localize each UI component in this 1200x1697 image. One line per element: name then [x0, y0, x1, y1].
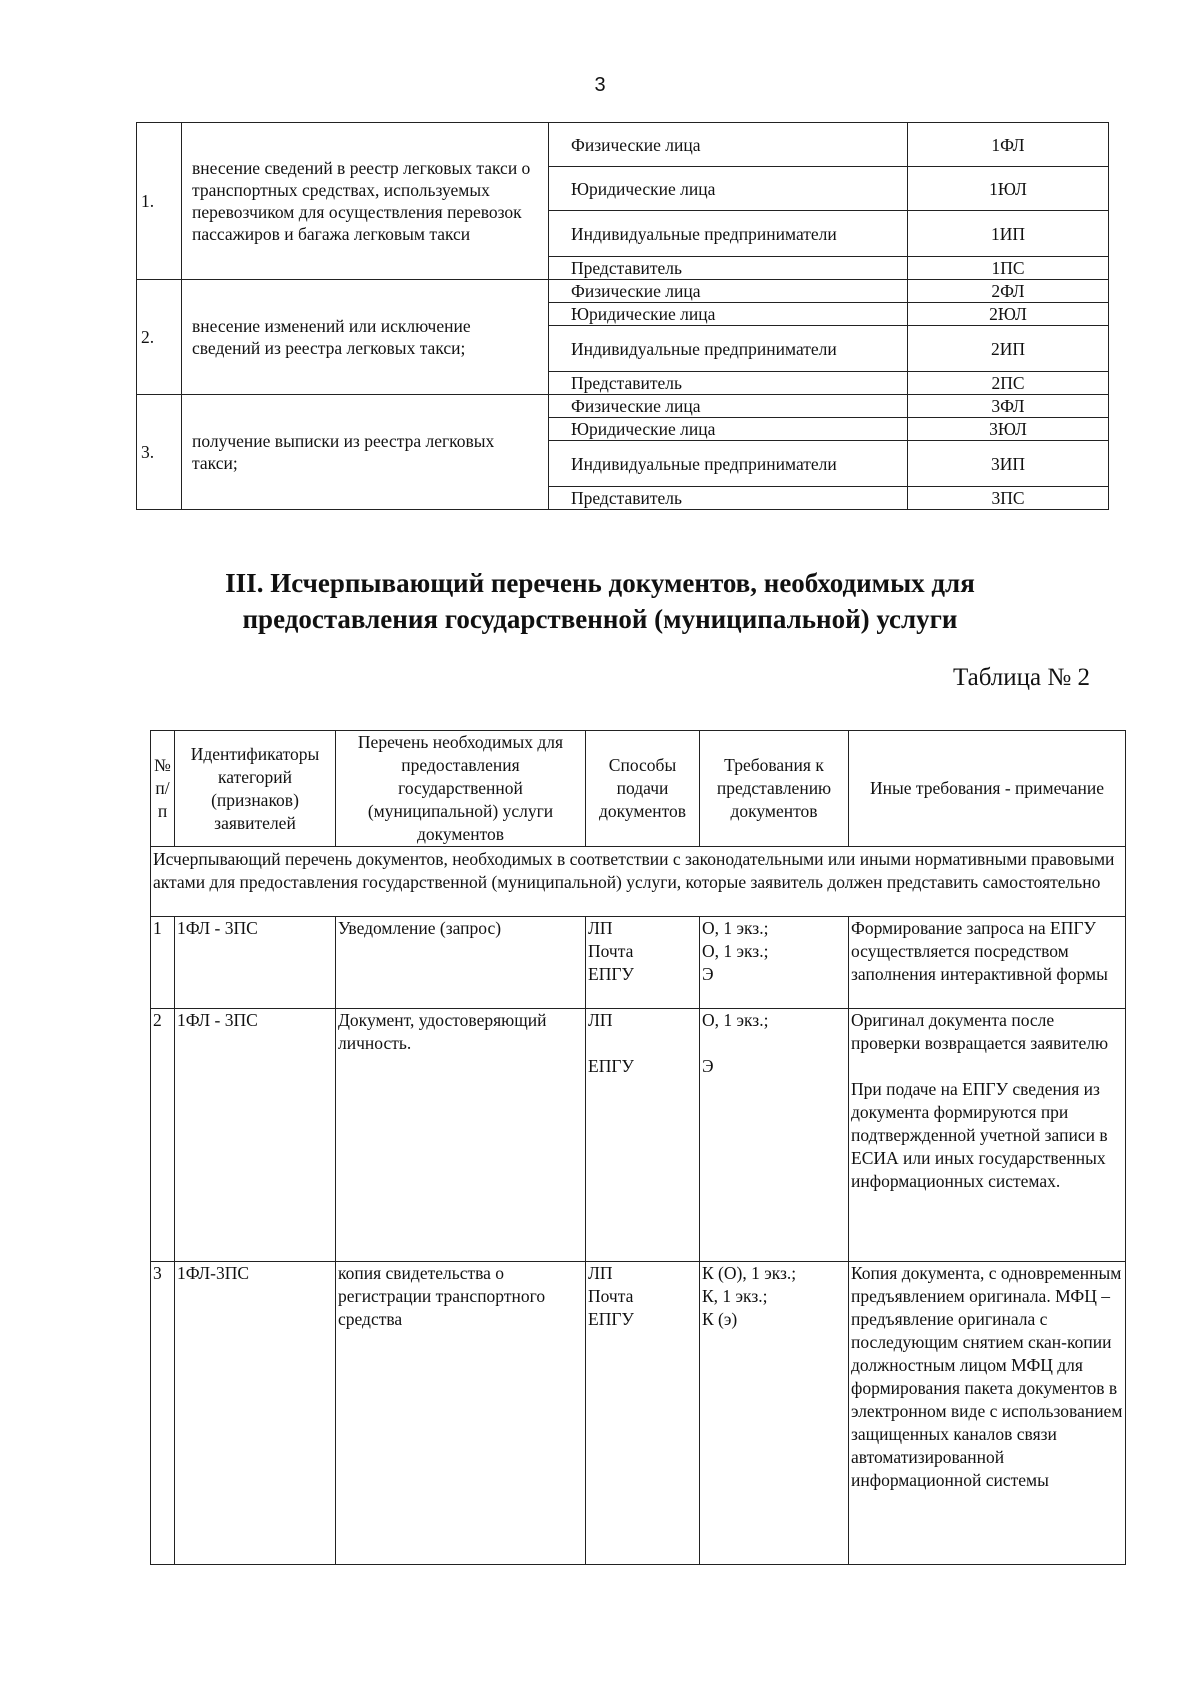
requirement-item	[702, 1032, 846, 1055]
note-text: При подаче на ЕПГУ сведения из документа формируются при подтвержденной учетной записи в ЕСИА или иных государственных информационных системах.	[851, 1079, 1108, 1191]
method-item: ЛП	[588, 918, 613, 938]
category-code: 1ЮЛ	[908, 167, 1109, 211]
applicant-identifiers: 1ФЛ-3ПС	[175, 1262, 336, 1565]
submission-methods	[586, 1262, 700, 1565]
category-code: 2ЮЛ	[908, 303, 1109, 326]
table-row	[151, 1262, 1126, 1565]
method-item: ЕПГУ	[588, 1309, 634, 1329]
note-text: Формирование запроса на ЕПГУ осуществляется посредством заполнения интерактивной формы	[851, 918, 1108, 984]
category-name: Представитель	[549, 372, 908, 395]
row-number: 1.	[137, 123, 182, 280]
requirement-item: К (э)	[702, 1309, 738, 1329]
category-code: 2ИП	[908, 326, 1109, 372]
category-name: Индивидуальные предприниматели	[549, 211, 908, 257]
method-item: ЛП	[588, 1010, 613, 1030]
category-code: 3ФЛ	[908, 395, 1109, 418]
row-number: 3	[151, 1262, 175, 1565]
spanning-description: Исчерпывающий перечень документов, необходимых в соответствии с законодательными или иными нормативными правовыми актами для предоставления государственной (муниципальной) услуги, которые заявитель должен представить самостоятельно	[151, 847, 1126, 917]
table-header-row	[151, 731, 1126, 847]
category-name: Индивидуальные предприниматели	[549, 441, 908, 487]
table-row	[151, 847, 1126, 917]
service-description: внесение изменений или исключение сведений из реестра легковых такси;	[182, 280, 549, 395]
category-code: 1ИП	[908, 211, 1109, 257]
category-code: 1ФЛ	[908, 123, 1109, 167]
category-code: 3ИП	[908, 441, 1109, 487]
category-name: Индивидуальные предприниматели	[549, 326, 908, 372]
method-item: Почта	[588, 1286, 634, 1306]
table-row	[137, 123, 1109, 167]
method-item: ЕПГУ	[588, 1056, 634, 1076]
method-item	[588, 1032, 697, 1055]
page-number: 3	[594, 74, 606, 96]
category-name: Юридические лица	[549, 303, 908, 326]
requirement-item: Э	[702, 1056, 714, 1076]
table-row	[137, 280, 1109, 303]
category-code: 3ЮЛ	[908, 418, 1109, 441]
applicant-identifiers: 1ФЛ - 3ПС	[175, 917, 336, 1009]
table-row	[151, 917, 1126, 1009]
requirement-item: О, 1 экз.;	[702, 941, 769, 961]
category-name: Физические лица	[549, 280, 908, 303]
row-number: 2	[151, 1009, 175, 1262]
method-item: Почта	[588, 941, 634, 961]
submission-methods	[586, 917, 700, 1009]
header-cell: № п/ п	[151, 731, 175, 847]
requirement-item: О, 1 экз.;	[702, 918, 769, 938]
category-name: Физические лица	[549, 395, 908, 418]
document-requirements	[700, 1262, 849, 1565]
document-name: копия свидетельства о регистрации транспортного средства	[336, 1262, 586, 1565]
table-label: Таблица № 2	[952, 664, 1090, 691]
service-description: получение выписки из реестра легковых такси;	[182, 395, 549, 510]
category-code: 3ПС	[908, 487, 1109, 510]
category-name: Юридические лица	[549, 418, 908, 441]
category-code: 1ПС	[908, 257, 1109, 280]
header-cell: Идентификаторы категорий (признаков) заявителей	[175, 731, 336, 847]
table-row	[151, 1009, 1126, 1262]
method-item: ЕПГУ	[588, 964, 634, 984]
section-title	[100, 565, 1100, 637]
requirement-item: К (О), 1 экз.;	[702, 1263, 797, 1283]
category-name: Представитель	[549, 257, 908, 280]
documents-table	[150, 730, 1126, 1565]
document-name: Уведомление (запрос)	[336, 917, 586, 1009]
requirement-item: О, 1 экз.;	[702, 1010, 769, 1030]
document-name: Документ, удостоверяющий личность.	[336, 1009, 586, 1262]
category-code: 2ПС	[908, 372, 1109, 395]
section-title-line: III. Исчерпывающий перечень документов, необходимых для	[225, 568, 975, 598]
applicant-identifiers: 1ФЛ - 3ПС	[175, 1009, 336, 1262]
requirement-item: Э	[702, 964, 714, 984]
header-cell: Иные требования - примечание	[849, 731, 1126, 847]
header-cell: Требования к представлению документов	[700, 731, 849, 847]
note-text: Копия документа, с одновременным предъявлением оригинала. МФЦ – предъявление оригинала с последующим снятием скан-копии должностным лицом МФЦ для формирования пакета документов в электронном виде с использованием защищенных каналов связи автоматизированной информационной системы	[851, 1263, 1123, 1490]
category-name: Представитель	[549, 487, 908, 510]
requirement-item: К, 1 экз.;	[702, 1286, 768, 1306]
categories-table	[136, 122, 1109, 510]
category-code: 2ФЛ	[908, 280, 1109, 303]
document-requirements	[700, 917, 849, 1009]
section-title-line: предоставления государственной (муниципальной) услуги	[242, 604, 958, 634]
note-text: Оригинал документа после проверки возвращается заявителю	[851, 1010, 1109, 1053]
row-number: 2.	[137, 280, 182, 395]
header-cell: Перечень необходимых для предоставления государственной (муниципальной) услуги документов	[336, 731, 586, 847]
row-number: 3.	[137, 395, 182, 510]
category-name: Юридические лица	[549, 167, 908, 211]
note-cell	[849, 917, 1126, 1009]
submission-methods	[586, 1009, 700, 1262]
category-name: Физические лица	[549, 123, 908, 167]
header-cell: Способы подачи документов	[586, 731, 700, 847]
note-cell	[849, 1262, 1126, 1565]
document-requirements	[700, 1009, 849, 1262]
service-description: внесение сведений в реестр легковых такси о транспортных средствах, используемых перевозчиком для осуществления перевозок пассажиров и багажа легковым такси	[182, 123, 549, 280]
method-item: ЛП	[588, 1263, 613, 1283]
table-row	[137, 395, 1109, 418]
row-number: 1	[151, 917, 175, 1009]
note-cell	[849, 1009, 1126, 1262]
